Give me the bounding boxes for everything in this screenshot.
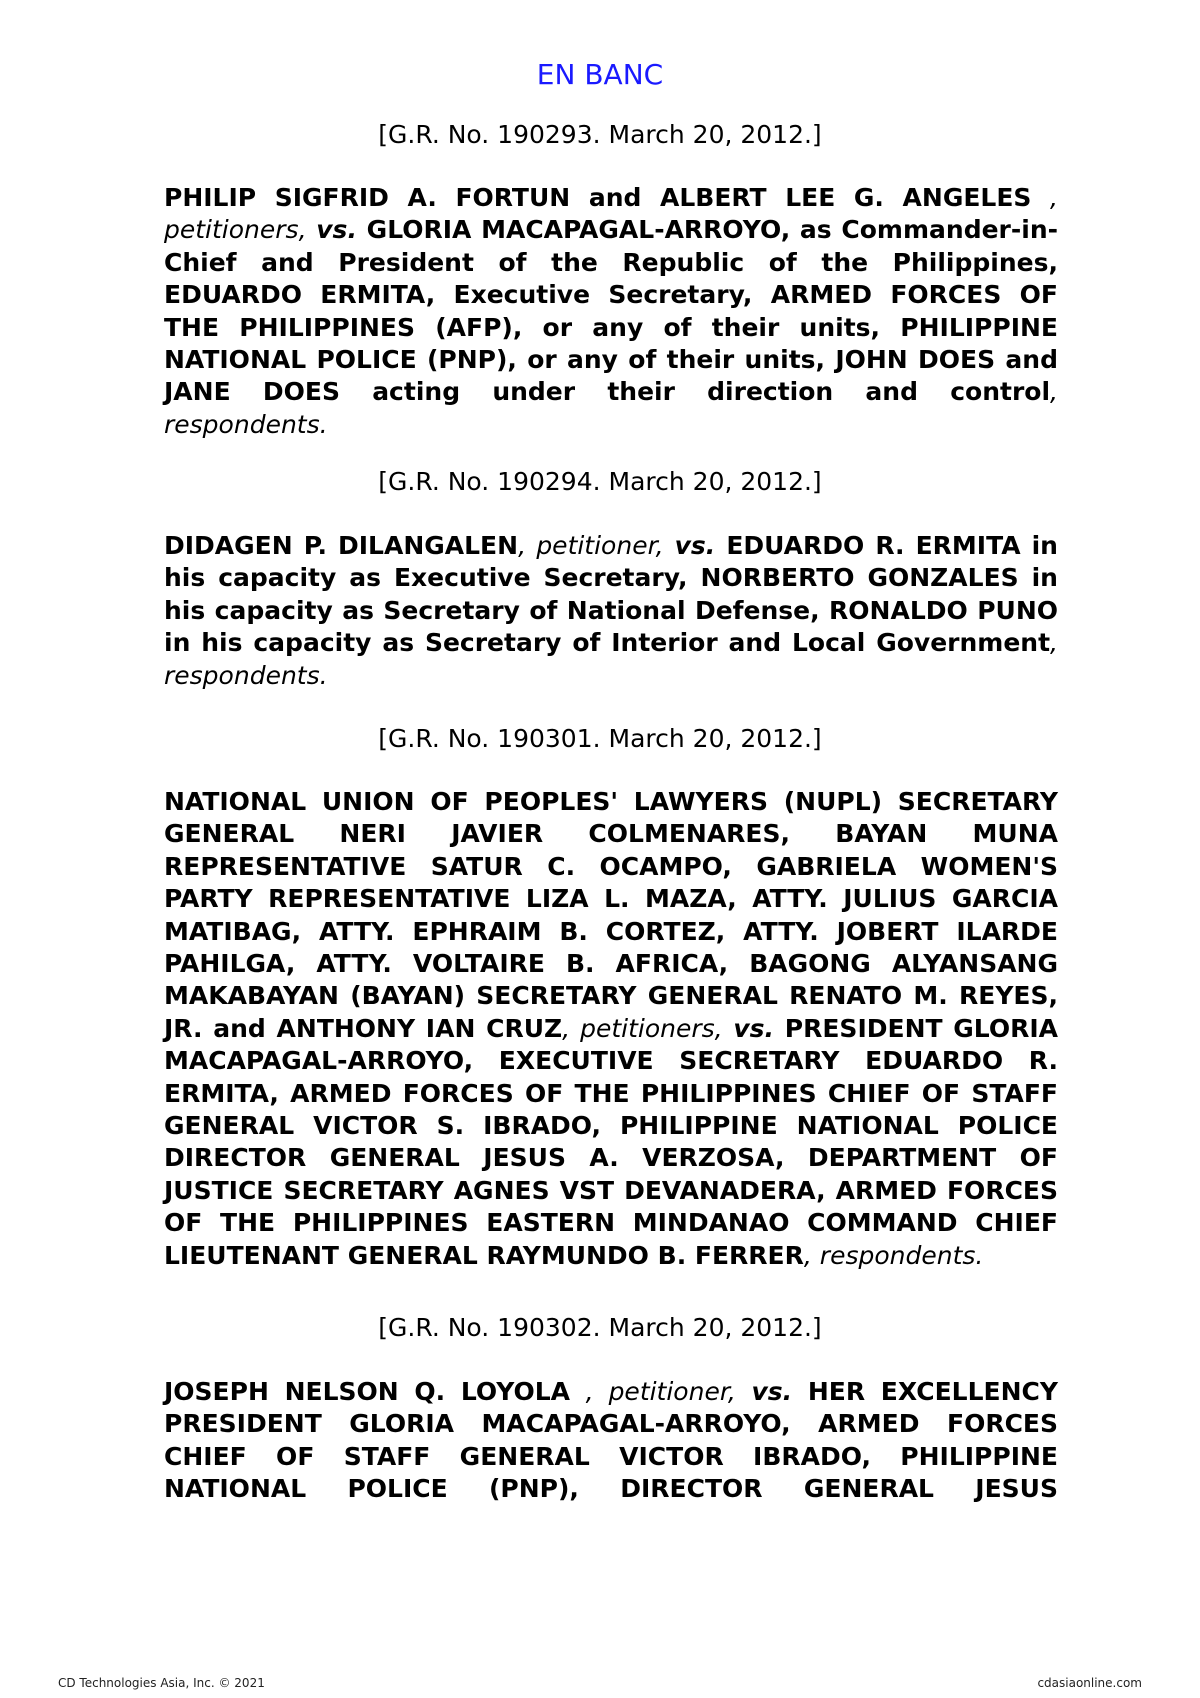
case-number-190293: [G.R. No. 190293. March 20, 2012.] [378,120,822,149]
separator: , [1050,377,1058,407]
petitioner-names: DIDAGEN P. DILANGALEN [164,531,519,560]
case-number-190301: [G.R. No. 190301. March 20, 2012.] [378,724,822,753]
respondents-label: respondents. [164,660,328,690]
separator: , [1050,628,1058,658]
space [664,531,675,560]
case-caption-190294 [164,530,1058,692]
space [736,1377,752,1406]
petitioner-names: NATIONAL UNION OF PEOPLES' LAWYERS (NUPL) SECRETARY GENERAL NERI JAVIER COLMENARES, BAYAN MUNA REPRESENTATIVE SATUR C. OCAMPO, GABRIELA WOMEN'S PARTY REPRESENTATIVE LIZA L. MAZA, ATTY. JULIUS GARCIA MATIBAG, ATTY. EPHRAIM B. CORTEZ, ATTY. JOBERT ILARDE PAHILGA, ATTY. VOLTAIRE B. AFRICA, BAGONG ALYANSANG MAKABAYAN (BAYAN) SECRETARY GENERAL RENATO M. REYES, JR. and ANTHONY IAN CRUZ [164,787,1058,1043]
case-caption-190301 [164,786,1058,1272]
separator: , [562,1013,581,1043]
respondent-names: GLORIA MACAPAGAL-ARROYO, as Commander-in-Chief and President of the Republic of the Philippines, EDUARDO ERMITA, Executive Secretary, ARMED FORCES OF THE PHILIPPINES (AFP), or any of their units, PHILIPPINE NATIONAL POLICE (PNP), or any of their units, JOHN DOES and JANE DOES acting under their direction and control [164,215,1058,407]
versus-label: vs. [674,531,716,560]
separator: , [585,1377,609,1406]
footer-copyright: CD Technologies Asia, Inc. © 2021 [58,1676,265,1690]
respondent-names: HER EXCELLENCY PRESIDENT GLORIA MACAPAGAL-ARROYO, ARMED FORCES CHIEF OF STAFF GENERAL VICTOR IBRADO, PHILIPPINE NATIONAL POLICE (PNP), DIRECTOR GENERAL JESUS [164,1377,1058,1504]
petitioner-names: JOSEPH NELSON Q. LOYOLA [164,1377,586,1406]
versus-label: vs. [751,1377,793,1406]
case-number-190294: [G.R. No. 190294. March 20, 2012.] [378,467,822,496]
versus-label: vs. [733,1013,775,1043]
versus-label: vs. [316,215,357,245]
petitioner-names: PHILIP SIGFRID A. FORTUN and ALBERT LEE G. ANGELES [164,183,1051,212]
separator: , [1050,183,1058,212]
petitioners-label: petitioners, [580,1013,723,1043]
separator: , [803,1240,820,1270]
case-caption-190302 [164,1376,1058,1506]
petitioners-label: petitioners, [164,215,307,245]
space [723,1014,734,1043]
space [307,215,317,244]
petitioner-label: petitioner, [608,1377,736,1406]
respondent-names: PRESIDENT GLORIA MACAPAGAL-ARROYO, EXECUTIVE SECRETARY EDUARDO R. ERMITA, ARMED FORCES OF THE PHILIPPINES CHIEF OF STAFF GENERAL VICTOR S. IBRADO, PHILIPPINE NATIONAL POLICE DIRECTOR GENERAL JESUS A. VERZOSA, DEPARTMENT OF JUSTICE SECRETARY AGNES VST DEVANADERA, ARMED FORCES OF THE PHILIPPINES EASTERN MINDANAO COMMAND CHIEF LIEUTENANT GENERAL RAYMUNDO B. FERRER [164,1013,1058,1270]
respondents-label: respondents. [819,1240,984,1270]
separator: , [518,531,537,560]
case-number-190302: [G.R. No. 190302. March 20, 2012.] [378,1313,822,1342]
court-division: EN BANC [536,58,664,91]
respondents-label: respondents. [164,409,328,439]
petitioner-label: petitioner, [536,531,664,560]
footer-site: cdasiaonline.com [1037,1676,1142,1690]
respondent-names: EDUARDO R. ERMITA in his capacity as Executive Secretary, NORBERTO GONZALES in his capacity as Secretary of National Defense, RONALDO PUNO in his capacity as Secretary of Interior and Local Government [164,531,1058,658]
case-caption-190293 [164,182,1058,441]
